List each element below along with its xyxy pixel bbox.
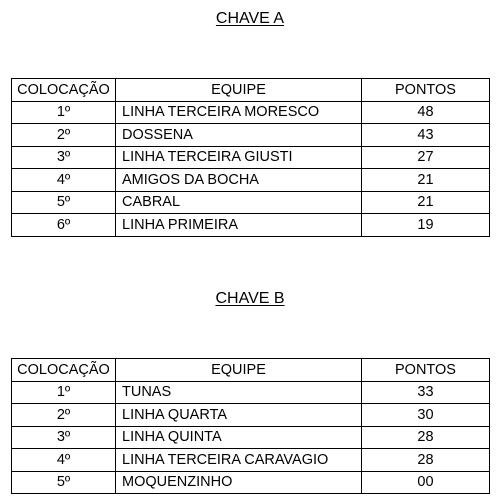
table-header-row xyxy=(12,79,490,102)
team-cell: DOSSENA xyxy=(116,124,362,147)
table-row xyxy=(12,191,490,214)
team-cell: LINHA QUARTA xyxy=(116,404,362,427)
position-cell: 2º xyxy=(12,404,116,427)
position-cell: 6º xyxy=(12,214,116,237)
position-cell: 4º xyxy=(12,449,116,472)
table-row xyxy=(12,214,490,237)
position-cell: 3º xyxy=(12,426,116,449)
chave-a-title: CHAVE A xyxy=(215,10,285,27)
team-cell: CABRAL xyxy=(116,191,362,214)
table-row xyxy=(12,101,490,124)
points-cell: 27 xyxy=(362,146,490,169)
points-cell: 00 xyxy=(362,471,490,494)
table-row xyxy=(12,426,490,449)
chave-a-table xyxy=(11,78,490,237)
points-cell: 43 xyxy=(362,124,490,147)
table-row xyxy=(12,169,490,192)
header-colocacao: COLOCAÇÃO xyxy=(12,79,116,102)
team-cell: MOQUENZINHO xyxy=(116,471,362,494)
points-cell: 28 xyxy=(362,426,490,449)
team-cell: LINHA TERCEIRA GIUSTI xyxy=(116,146,362,169)
team-cell: AMIGOS DA BOCHA xyxy=(116,169,362,192)
team-cell: LINHA TERCEIRA CARAVAGIO xyxy=(116,449,362,472)
position-cell: 1º xyxy=(12,381,116,404)
table-header-row xyxy=(12,359,490,382)
points-cell: 33 xyxy=(362,381,490,404)
table-row xyxy=(12,381,490,404)
points-cell: 28 xyxy=(362,449,490,472)
chave-b-title: CHAVE B xyxy=(215,290,285,307)
points-cell: 21 xyxy=(362,191,490,214)
team-cell: LINHA QUINTA xyxy=(116,426,362,449)
table-row xyxy=(12,449,490,472)
points-cell: 19 xyxy=(362,214,490,237)
chave-b-table xyxy=(11,358,490,494)
points-cell: 48 xyxy=(362,101,490,124)
header-colocacao: COLOCAÇÃO xyxy=(12,359,116,382)
header-equipe: EQUIPE xyxy=(116,79,362,102)
header-pontos: PONTOS xyxy=(362,79,490,102)
points-cell: 30 xyxy=(362,404,490,427)
position-cell: 4º xyxy=(12,169,116,192)
position-cell: 3º xyxy=(12,146,116,169)
table-row xyxy=(12,404,490,427)
table-row xyxy=(12,146,490,169)
header-pontos: PONTOS xyxy=(362,359,490,382)
position-cell: 5º xyxy=(12,471,116,494)
team-cell: LINHA PRIMEIRA xyxy=(116,214,362,237)
points-cell: 21 xyxy=(362,169,490,192)
team-cell: LINHA TERCEIRA MORESCO xyxy=(116,101,362,124)
position-cell: 1º xyxy=(12,101,116,124)
table-row xyxy=(12,124,490,147)
table-row xyxy=(12,471,490,494)
position-cell: 2º xyxy=(12,124,116,147)
position-cell: 5º xyxy=(12,191,116,214)
header-equipe: EQUIPE xyxy=(116,359,362,382)
team-cell: TUNAS xyxy=(116,381,362,404)
